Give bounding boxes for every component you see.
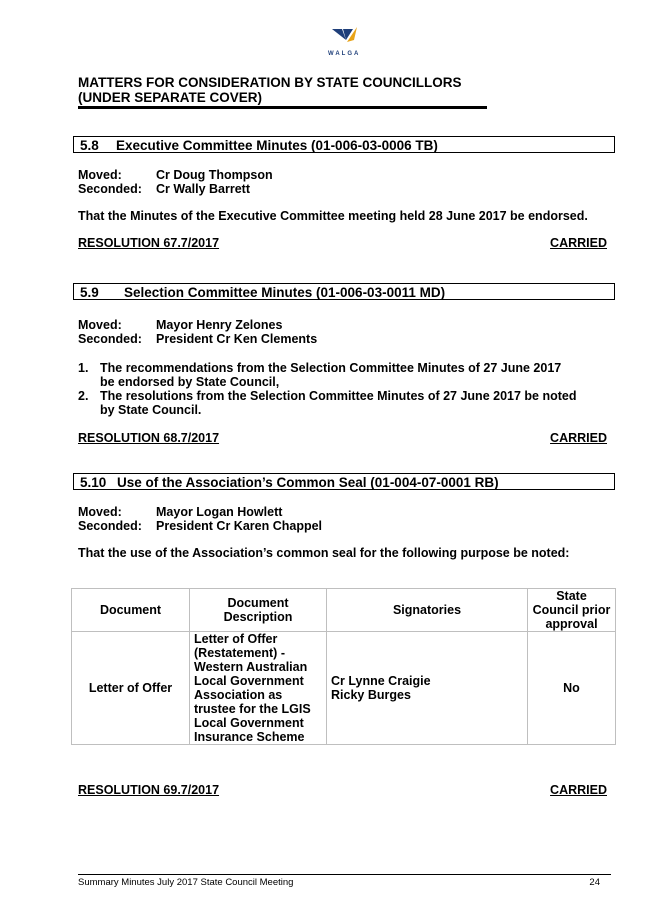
motion-text: That the Minutes of the Executive Committee meeting held 28 June 2017 be endorsed. — [78, 209, 588, 223]
table-header: Document — [72, 589, 190, 632]
signatory: Cr Lynne Craigie — [331, 674, 431, 688]
signatory: Ricky Burges — [331, 688, 411, 702]
section-title-box — [73, 473, 615, 490]
table-header: Document Description — [190, 589, 327, 632]
resolution-number: RESOLUTION 67.7/2017 — [78, 236, 220, 250]
resolution-result: CARRIED — [550, 236, 607, 250]
page-heading-line1: MATTERS FOR CONSIDERATION BY STATE COUNCILLORS — [78, 75, 462, 90]
footer-text: Summary Minutes July 2017 State Council Meeting — [78, 877, 294, 888]
common-seal-table — [71, 588, 616, 745]
moved-value: Cr Doug Thompson — [156, 168, 273, 182]
table-cell-signatories — [327, 632, 528, 745]
moved-label: Moved: — [78, 168, 122, 182]
footer-rule — [78, 874, 611, 875]
resolution-number: RESOLUTION 69.7/2017 — [78, 783, 220, 797]
moved-label: Moved: — [78, 505, 122, 519]
table-cell-document: Letter of Offer — [72, 632, 190, 745]
page-number: 24 — [589, 877, 600, 888]
seconded-value: President Cr Ken Clements — [156, 332, 318, 346]
section-title: Selection Committee Minutes (01-006-03-0011 MD) — [124, 285, 446, 300]
moved-value: Mayor Henry Zelones — [156, 318, 283, 332]
section-number: 5.9 — [80, 285, 99, 300]
walga-logo-mark-icon — [326, 26, 366, 50]
table-header: State Council prior approval — [528, 589, 616, 632]
table-row — [72, 632, 616, 745]
table-header-row — [72, 589, 616, 632]
seconded-label: Seconded: — [78, 182, 142, 196]
list-item-number: 1. — [78, 361, 89, 375]
section-title-box — [73, 283, 615, 300]
list-item-number: 2. — [78, 389, 89, 403]
logo-text: WALGA — [328, 51, 361, 57]
section-number: 5.10 — [80, 475, 107, 490]
table-header: Signatories — [327, 589, 528, 632]
seconded-label: Seconded: — [78, 332, 142, 346]
list-item-text: The recommendations from the Selection Committee Minutes of 27 June 2017 be endorsed by State Council, — [100, 361, 562, 389]
seconded-value: President Cr Karen Chappel — [156, 519, 323, 533]
seconded-value: Cr Wally Barrett — [156, 182, 251, 196]
table-cell-approval: No — [528, 632, 616, 745]
resolution-result: CARRIED — [550, 783, 607, 797]
section-number: 5.8 — [80, 138, 99, 153]
heading-rule — [78, 106, 487, 109]
section-title-box — [73, 136, 615, 153]
section-title: Executive Committee Minutes (01-006-03-0006 TB) — [116, 138, 438, 153]
motion-text: That the use of the Association’s common seal for the following purpose be noted: — [78, 546, 570, 560]
walga-logo — [326, 26, 366, 62]
section-title: Use of the Association’s Common Seal (01-004-07-0001 RB) — [117, 475, 499, 490]
list-item-text: The resolutions from the Selection Committee Minutes of 27 June 2017 be noted by State Council. — [100, 389, 577, 417]
resolution-number: RESOLUTION 68.7/2017 — [78, 431, 220, 445]
table-cell-description: Letter of Offer (Restatement) - Western Australian Local Government Association as trustee for the LGIS Local Government Insurance Scheme — [190, 632, 327, 745]
page-heading-line2: (UNDER SEPARATE COVER) — [78, 90, 263, 105]
moved-label: Moved: — [78, 318, 122, 332]
resolution-result: CARRIED — [550, 431, 607, 445]
page-heading — [78, 75, 462, 105]
moved-value: Mayor Logan Howlett — [156, 505, 283, 519]
seconded-label: Seconded: — [78, 519, 142, 533]
